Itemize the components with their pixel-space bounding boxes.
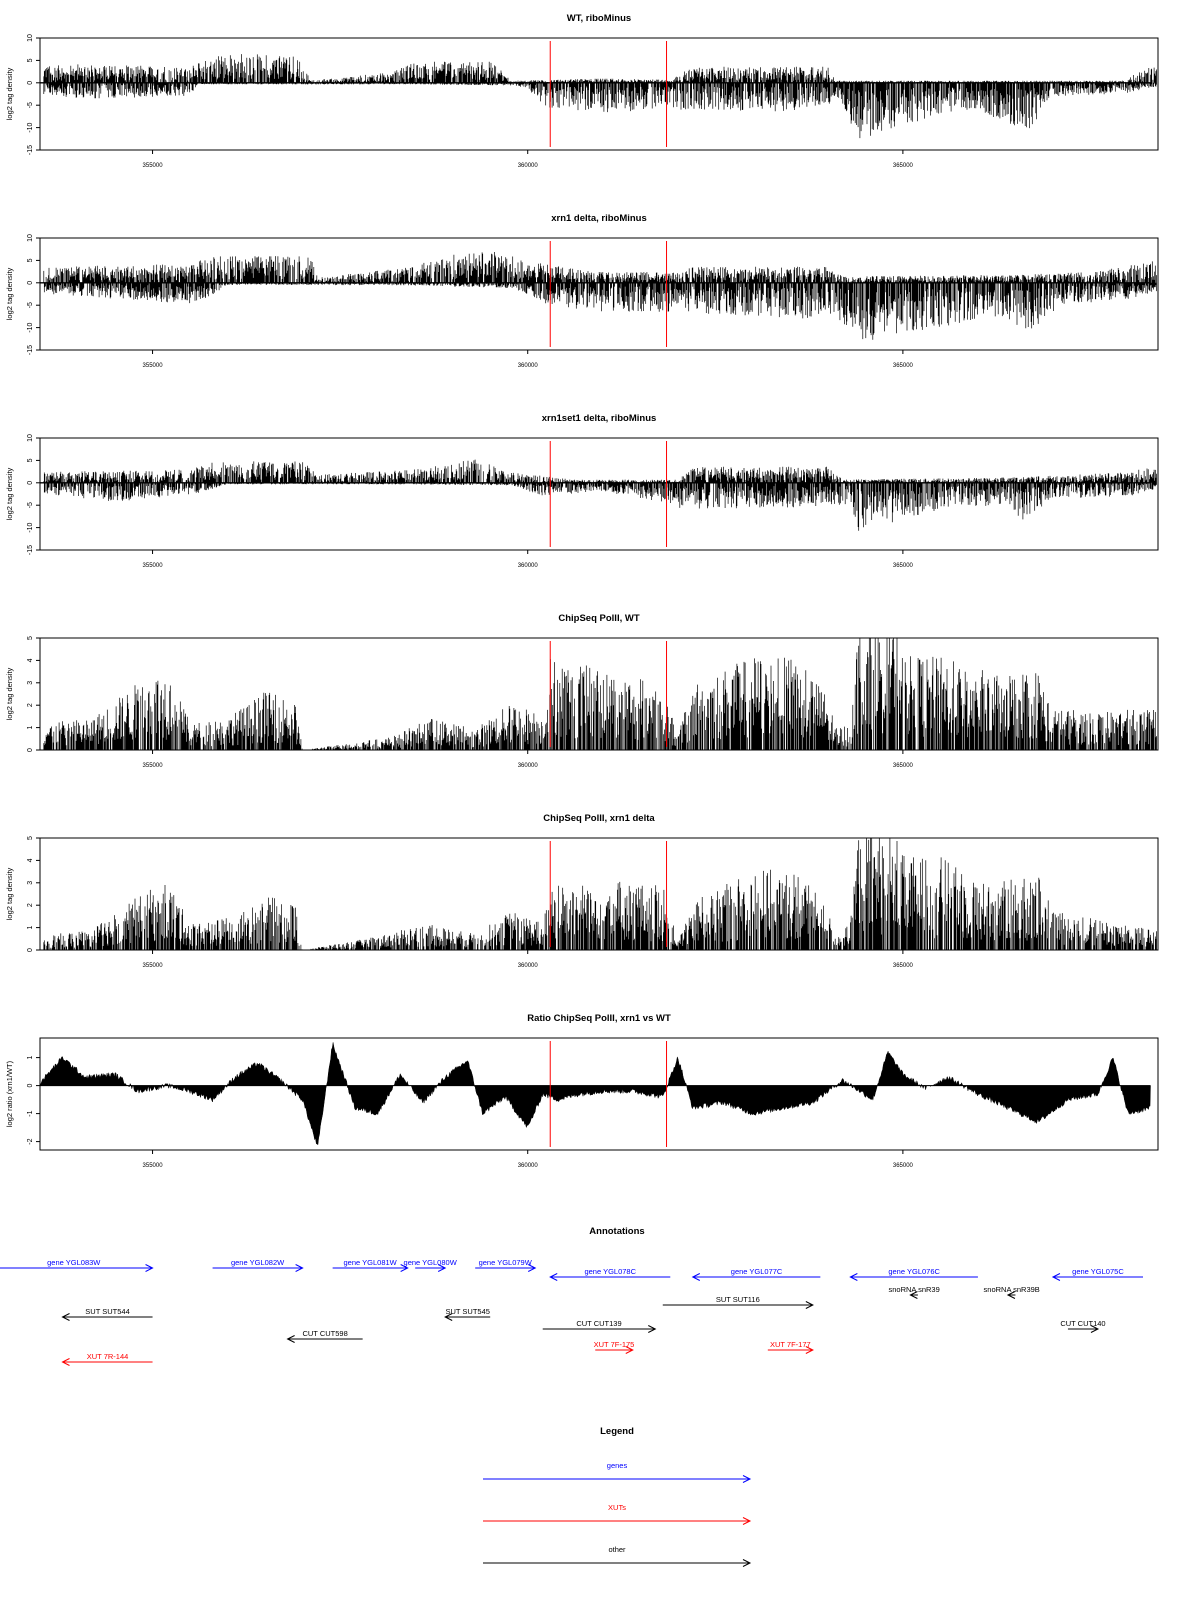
annotation-feature	[663, 1295, 813, 1309]
y-tick-label: -10	[27, 322, 34, 333]
chart-title: ChipSeq PolII, WT	[558, 613, 640, 624]
feature-label: XUT 7R-144	[86, 1352, 129, 1361]
x-tick-label: 365000	[892, 963, 913, 969]
y-tick-label: -2	[27, 1138, 34, 1145]
plot-area	[40, 638, 1157, 750]
y-tick-label: 0	[27, 480, 34, 485]
y-tick-label: 3	[27, 680, 34, 685]
annotation-feature	[850, 1267, 978, 1281]
annotation-feature	[213, 1258, 303, 1272]
legend-item-genes	[483, 1461, 750, 1483]
y-tick-label: 0	[27, 280, 34, 285]
plot-area	[40, 441, 1157, 547]
chart-panel-2	[5, 213, 1158, 369]
y-tick-label: 5	[27, 258, 34, 263]
annotation-feature	[63, 1307, 153, 1321]
chart-title: xrn1set1 delta, riboMinus	[541, 413, 657, 424]
x-tick-label: 355000	[142, 963, 163, 969]
y-tick-label: -5	[27, 102, 34, 109]
x-tick-label: 365000	[892, 1163, 913, 1169]
feature-label: gene YGL082W	[230, 1258, 285, 1267]
x-tick-label: 360000	[517, 163, 538, 169]
y-tick-label: 2	[27, 903, 34, 908]
y-tick-label: 1	[27, 925, 34, 930]
legend-label: other	[608, 1545, 626, 1554]
feature-label: gene YGL079W	[478, 1258, 532, 1267]
y-tick-label: 10	[27, 34, 34, 42]
x-tick-label: 365000	[892, 163, 913, 169]
feature-label: CUT CUT598	[302, 1329, 348, 1338]
y-axis-label: log2 tag density	[5, 667, 14, 721]
feature-label: CUT CUT139	[576, 1319, 622, 1328]
feature-label: CUT CUT140	[1060, 1319, 1106, 1328]
y-tick-label: 10	[27, 434, 34, 442]
annotation-feature	[404, 1258, 458, 1272]
y-axis-label: log2 tag density	[5, 467, 14, 521]
y-axis-label: log2 tag density	[5, 867, 14, 921]
x-tick-label: 365000	[892, 763, 913, 769]
y-tick-label: 1	[27, 725, 34, 730]
plot-frame	[40, 38, 1158, 150]
y-tick-label: 10	[27, 234, 34, 242]
annotation-feature	[288, 1329, 363, 1343]
density-bars	[44, 838, 1157, 950]
y-tick-label: 0	[27, 1083, 34, 1088]
x-tick-label: 365000	[892, 563, 913, 569]
feature-label: gene YGL080W	[403, 1258, 457, 1267]
y-tick-label: -10	[27, 122, 34, 133]
annotation-feature	[984, 1285, 1040, 1299]
x-tick-label: 360000	[517, 563, 538, 569]
plot-area	[40, 838, 1157, 950]
plot-area	[40, 41, 1157, 147]
ratio-area	[40, 1042, 1151, 1144]
density-bars	[44, 638, 1157, 750]
y-tick-label: -15	[27, 344, 34, 356]
x-tick-label: 360000	[517, 1163, 538, 1169]
annotations-track	[0, 1226, 1143, 1366]
feature-label: SUT SUT544	[85, 1307, 130, 1316]
annotations-title: Annotations	[589, 1226, 645, 1237]
density-bars	[44, 54, 1157, 138]
y-tick-label: 0	[27, 80, 34, 85]
x-tick-label: 360000	[517, 763, 538, 769]
chart-title: WT, riboMinus	[566, 13, 632, 24]
y-axis-label: log2 tag density	[5, 267, 14, 321]
legend	[483, 1426, 750, 1567]
legend-label: genes	[606, 1461, 628, 1470]
y-tick-label: -1	[27, 1110, 34, 1117]
feature-label: XUT 7F-177	[769, 1340, 811, 1349]
legend-item-XUTs	[483, 1503, 750, 1525]
annotation-feature	[594, 1340, 635, 1354]
legend-item-other	[483, 1545, 750, 1567]
y-tick-label: 0	[27, 748, 34, 752]
annotation-feature	[1060, 1319, 1105, 1333]
feature-label: gene YGL075C	[1072, 1267, 1124, 1276]
y-tick-label: 5	[27, 836, 34, 840]
y-tick-label: 5	[27, 636, 34, 640]
x-tick-label: 355000	[142, 1163, 163, 1169]
feature-label: gene YGL077C	[730, 1267, 783, 1276]
annotation-feature	[475, 1258, 535, 1272]
annotation-feature	[333, 1258, 408, 1272]
legend-title: Legend	[600, 1426, 634, 1437]
y-axis-label: log2 tag density	[5, 67, 14, 121]
y-tick-label: 4	[27, 858, 34, 863]
x-tick-label: 355000	[142, 763, 163, 769]
y-tick-label: -10	[27, 522, 34, 533]
y-tick-label: 5	[27, 58, 34, 63]
annotation-feature	[889, 1285, 940, 1299]
y-tick-label: -15	[27, 144, 34, 156]
y-tick-label: 0	[27, 948, 34, 952]
annotation-feature	[768, 1340, 813, 1354]
feature-label: gene YGL081W	[343, 1258, 397, 1267]
y-tick-label: 5	[27, 458, 34, 463]
annotation-feature	[543, 1319, 656, 1333]
chart-title: xrn1 delta, riboMinus	[551, 213, 647, 224]
y-tick-label: 2	[27, 703, 34, 708]
chart-panel-4	[5, 613, 1158, 769]
density-bars	[44, 460, 1157, 531]
feature-label: SUT SUT545	[445, 1307, 490, 1316]
feature-label: XUT 7F-175	[593, 1340, 635, 1349]
annotation-feature	[445, 1307, 490, 1321]
x-tick-label: 355000	[142, 363, 163, 369]
annotation-feature	[693, 1267, 821, 1281]
chart-title: Ratio ChipSeq PolII, xrn1 vs WT	[527, 1013, 671, 1024]
y-tick-label: -15	[27, 544, 34, 556]
y-tick-label: 3	[27, 880, 34, 885]
feature-label: snoRNA snR39B	[983, 1285, 1040, 1294]
feature-label: gene YGL083W	[47, 1258, 101, 1267]
x-tick-label: 360000	[517, 363, 538, 369]
x-tick-label: 365000	[892, 363, 913, 369]
chart-panel-5	[5, 813, 1158, 969]
x-tick-label: 360000	[517, 963, 538, 969]
chart-panel-3	[5, 413, 1158, 569]
density-bars	[44, 252, 1157, 340]
annotation-feature	[550, 1267, 670, 1281]
annotation-feature	[63, 1352, 153, 1366]
y-tick-label: -5	[27, 502, 34, 509]
x-tick-label: 355000	[142, 563, 163, 569]
y-tick-label: 1	[27, 1055, 34, 1060]
chart-title: ChipSeq PolII, xrn1 delta	[543, 813, 655, 824]
feature-label: gene YGL078C	[584, 1267, 637, 1276]
plot-frame	[40, 438, 1158, 550]
feature-label: SUT SUT116	[715, 1295, 760, 1304]
plot-frame	[40, 238, 1158, 350]
chart-panel-1	[5, 13, 1158, 169]
y-axis-label: log2 ratio (xrn1/WT)	[5, 1060, 14, 1128]
plot-area	[40, 1041, 1151, 1147]
legend-label: XUTs	[608, 1503, 626, 1512]
feature-label: snoRNA snR39	[888, 1285, 940, 1294]
annotation-feature	[0, 1258, 153, 1272]
feature-label: gene YGL076C	[888, 1267, 940, 1276]
plot-area	[40, 241, 1157, 347]
annotation-feature	[1053, 1267, 1143, 1281]
y-tick-label: 4	[27, 658, 34, 663]
y-tick-label: -5	[27, 302, 34, 309]
chart-panel-6	[5, 1013, 1158, 1169]
x-tick-label: 355000	[142, 163, 163, 169]
